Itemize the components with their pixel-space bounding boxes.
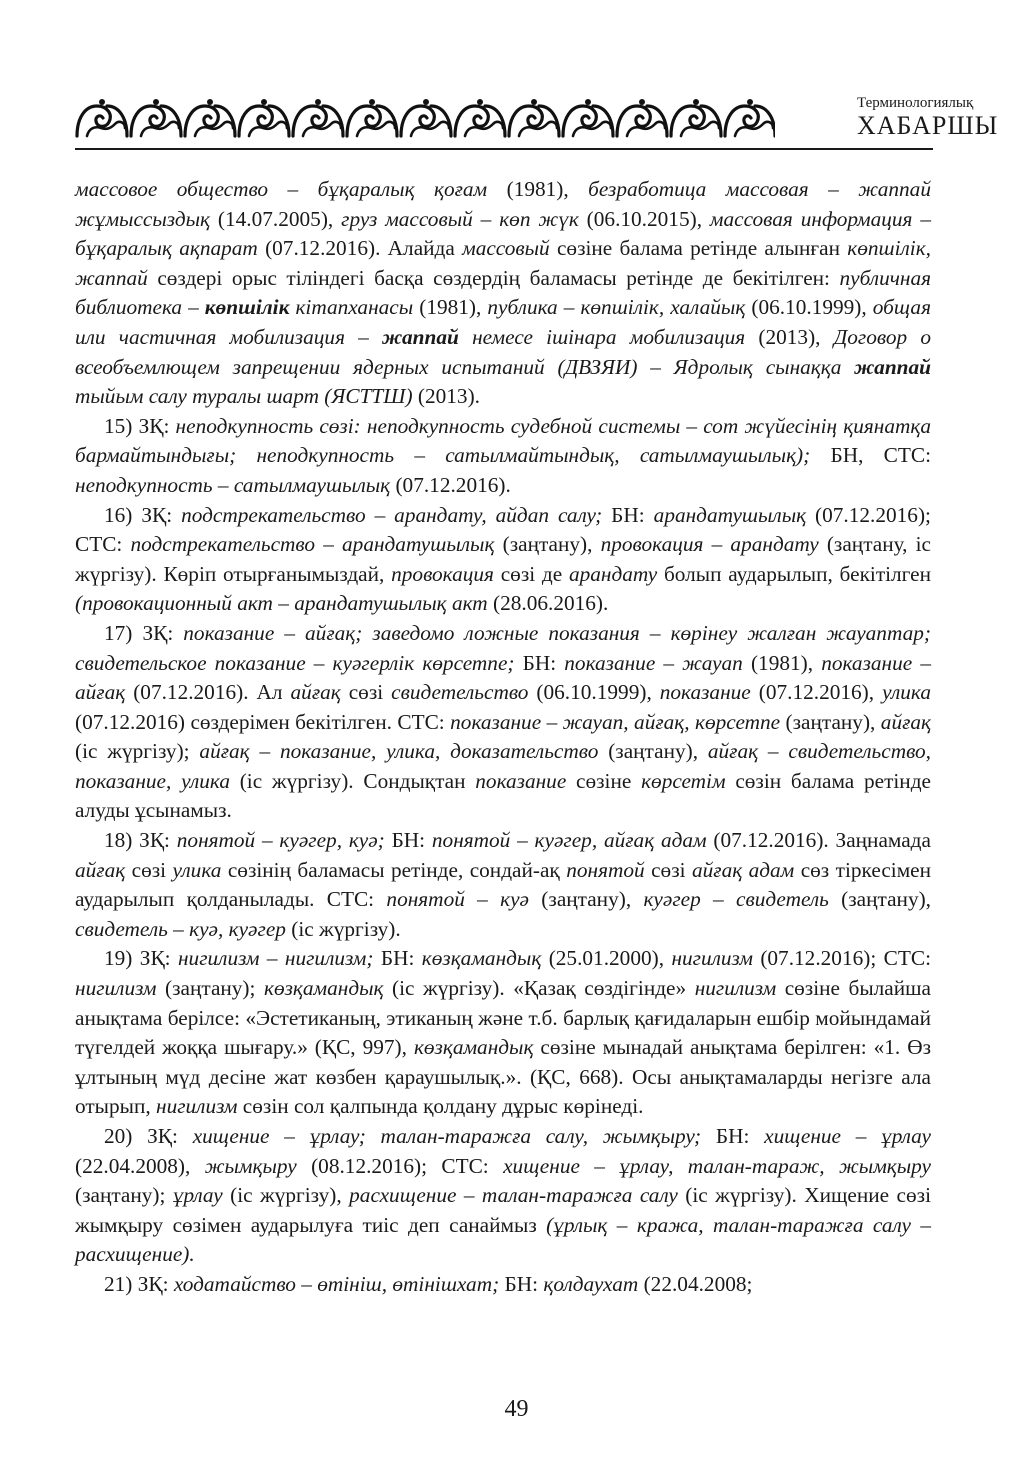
text-run: публика – көпшілік, халайық (487, 295, 746, 320)
text-run: көпшілік (204, 295, 290, 320)
text-run: жаппай (382, 324, 459, 349)
text-run: (25.01.2000), (541, 946, 672, 971)
text-run: хищение – ұрлау, талан-тараж, жымқыру (503, 1153, 932, 1178)
text-run: 15) ЗҚ: (104, 413, 176, 438)
text-run: немесе ішінара мобилизация (458, 324, 746, 349)
text-run: (іс жүргізу). «Қазақ сөздігінде» (383, 976, 695, 1001)
text-run: (1981), (487, 177, 589, 201)
text-run: көзқамандық (421, 946, 542, 971)
text-run: кітапханасы (289, 295, 414, 320)
text-run: (іс жүргізу). (285, 916, 401, 941)
text-run: БН, СТС: (810, 443, 932, 468)
text-run: (14.07.2005), (210, 206, 342, 231)
text-run: (заңтану), (780, 709, 881, 734)
text-run: қолдаухат (543, 1271, 639, 1296)
paragraph (75, 619, 931, 826)
text-run: сөзі (340, 680, 392, 705)
text-run: 18) ЗҚ: (104, 828, 177, 853)
text-run: (1981), (413, 295, 488, 320)
text-run: (заңтану), (828, 887, 932, 912)
text-run: понятой – куәгер, куә; (176, 828, 385, 853)
text-run: хищение – ұрлау (764, 1124, 931, 1148)
text-run: жымқыру (204, 1153, 297, 1178)
text-run: (06.10.2015), (578, 206, 710, 231)
text-run: улика (882, 680, 931, 705)
text-run: көзқамандық (263, 976, 384, 1001)
page-number: 49 (504, 1396, 529, 1422)
text-run: (07.12.2016); СТС: (75, 502, 931, 557)
text-run: (іс жүргізу). Хищение сөзі жымқыру сөзімен аударылуға тиіс деп санаймыз (75, 1183, 931, 1237)
text-run: айғақ (880, 709, 932, 734)
text-run: сөз тіркесімен аударылып қолданылады. СТС: (75, 857, 932, 912)
text-run: показание – жауап, айғақ, көрсетпе (450, 709, 781, 734)
text-run: понятой (566, 857, 645, 882)
text-run: айғақ (75, 857, 126, 882)
text-run: 20) ЗҚ: (104, 1124, 193, 1148)
paragraph (75, 944, 931, 1122)
text-run: понятой – куә (386, 887, 529, 912)
text-run: (06.10.1999), (528, 680, 660, 705)
paragraph (75, 175, 931, 412)
text-run: свидетель – куә, куәгер (75, 916, 286, 941)
text-run: понятой – куәгер, айғақ адам (431, 828, 707, 853)
text-run: айғақ (290, 680, 341, 705)
text-run: улика (172, 857, 222, 882)
running-header (75, 92, 999, 148)
text-run: арандатушылық (653, 502, 807, 527)
text-run: подстрекательство – арандату, айдап салу; (181, 502, 603, 527)
text-run: (22.04.2008), (75, 1153, 205, 1178)
text-run: (іс жүргізу), (222, 1183, 350, 1208)
text-run: массовая информация – бұқаралық ақпарат (75, 206, 931, 261)
text-run: массовый (462, 236, 550, 261)
text-run: 16) ЗҚ: (104, 502, 182, 527)
text-run: (07.12.2016). Алайда (257, 236, 463, 261)
text-run: сөзінің баламасы ретінде, сондай-ақ (221, 857, 567, 882)
text-run: показание (475, 768, 567, 793)
text-run: безработица массовая – жаппай жұмыссыздық (75, 177, 931, 231)
text-run: көпшілік, жаппай (75, 236, 931, 290)
text-run: сөзін балама ретінде алуды ұсынамыз. (75, 768, 931, 823)
text-run: (1981), (742, 650, 822, 675)
paragraph (75, 501, 931, 619)
text-run: подстрекательство – арандатушылық (130, 532, 495, 557)
text-run: нигилизм (694, 976, 777, 1001)
text-run: (07.12.2016). Ал (125, 680, 291, 705)
text-run: (ұрлық – кража, талан-таражға салу – расхищение). (75, 1212, 931, 1267)
text-run: свидетельство (391, 680, 529, 705)
article-body (75, 175, 931, 1300)
text-run: БН: (499, 1271, 544, 1296)
text-run: көрсетім (641, 768, 726, 793)
text-run: арандату (568, 561, 658, 586)
text-run: БН: (384, 828, 432, 853)
text-run: (заңтану), (598, 739, 708, 764)
text-run: БН: (514, 650, 565, 675)
text-run: сөзі (125, 857, 173, 882)
text-run: публичная библиотека – (75, 265, 931, 320)
text-run: неподкупность – сатылмаушылық (75, 472, 391, 497)
text-run: (07.12.2016). (390, 472, 511, 497)
text-run: (заңтану); (156, 976, 264, 1001)
journal-title-line1: Терминологиялық (857, 95, 974, 111)
text-run: провокация – арандату (600, 532, 819, 557)
text-run: сөзі де (493, 561, 569, 586)
text-run: (07.12.2016) сөздерімен бекітілген. СТС: (75, 709, 451, 734)
text-run: (заңтану), (529, 887, 644, 912)
text-run: нигилизм (671, 946, 753, 971)
text-run: общая или частичная мобилизация – (75, 295, 931, 349)
text-run: жаппай (854, 354, 931, 379)
text-run: айғақ адам (691, 857, 795, 882)
text-run: (2013), (745, 324, 834, 349)
text-run: груз массовый – көп жүк (341, 206, 579, 231)
text-run: (08.12.2016); СТС: (296, 1153, 504, 1178)
text-run: провокация (391, 561, 494, 586)
header-rule (75, 148, 933, 150)
text-run: (07.12.2016), (750, 680, 883, 705)
text-run: (іс жүргізу); (75, 739, 200, 764)
text-run: сөзіне (566, 768, 642, 793)
text-run: 21) ЗҚ: (104, 1271, 174, 1296)
text-run: 19) ЗҚ: (104, 946, 178, 971)
text-run: куәгер – свидетель (643, 887, 829, 912)
text-run: (заңтану, іс жүргізу). Көріп отырғанымыздай, (75, 532, 931, 586)
text-run: болып аударылып, бекітілген (657, 561, 931, 586)
text-run: БН: (602, 502, 654, 527)
text-run: нигилизм – нигилизм; (177, 946, 374, 971)
text-run: ұрлау (172, 1183, 223, 1208)
text-run: сөзіне балама ретінде алынған (549, 236, 848, 261)
text-run: (06.10.1999), (745, 295, 873, 320)
text-run: (28.06.2016). (487, 591, 609, 616)
text-run: хищение – ұрлау; талан-таражға салу, жымқыру; (192, 1124, 702, 1148)
text-run: (2013). (412, 384, 480, 409)
text-run: (заңтану), (494, 532, 601, 557)
paragraph (75, 412, 931, 501)
text-run: показание (659, 680, 751, 705)
text-run: показание – айғақ; заведомо ложные показания – көрінеу жалған жауаптар; свидетельское показание – куәгерлік көрсетпе; (75, 620, 931, 675)
text-run: сөзіне мынадай анықтама берілген: «1. Өз ұлтының мүд десіне жат көзбен қараушылық.». (ҚС, 668). Осы анықтамаларды негізге ала отырып, (75, 1035, 931, 1119)
text-run: сөзі (644, 857, 692, 882)
text-run: показание – айғақ (75, 650, 931, 705)
text-run: (22.04.2008; (638, 1271, 753, 1296)
text-run: неподкупность сөзі: неподкупность судебной системы – сот жүйесінің қиянатқа бармайтындығы; неподкупность – сатылмайтындық, сатылмаушылық); (75, 413, 931, 468)
text-run: показание – жауап (564, 650, 743, 675)
paragraph (75, 826, 931, 944)
text-run: нигилизм (156, 1094, 238, 1119)
text-run: массовое общество – бұқаралық қоғам (75, 177, 488, 201)
text-run: айғақ – свидетельство, показание, улика (75, 739, 932, 793)
text-run: (іс жүргізу). Сондықтан (229, 768, 476, 793)
text-run: (провокационный акт – арандатушылық акт (75, 591, 488, 616)
text-run: нигилизм (75, 976, 157, 1001)
kazakh-ornament-border (75, 98, 775, 142)
text-run: 17) ЗҚ: (104, 620, 184, 645)
paragraph (75, 1270, 931, 1300)
text-run: сөздері орыс тіліндегі басқа сөздердің баламасы ретінде де бекітілген: (147, 265, 840, 290)
text-run: БН: (701, 1124, 765, 1148)
text-run: көзқамандық (413, 1035, 534, 1060)
text-run: сөзіне былайша анықтама берілсе: «Эстетиканың, этиканың және т.б. барлық қағидаларын ешбір мойындамай түгелдей жоққа шығару.» (ҚС, 997), (75, 976, 931, 1060)
text-run: (заңтану); (75, 1183, 173, 1208)
text-run: тыйым салу туралы шарт (ЯСТТШ) (75, 384, 413, 409)
journal-title-line2: ХАБАРШЫ (857, 111, 999, 140)
text-run: расхищение – талан-таражға салу (349, 1183, 678, 1208)
text-run: айғақ – показание, улика, доказательство (199, 739, 599, 764)
paragraph (75, 1122, 931, 1270)
text-run: Договор о всеобъемлющем запрещении ядерных испытаний (ДВЗЯИ) – Ядролық сынаққа (75, 324, 931, 379)
text-run: ходатайство – өтініш, өтінішхат; (173, 1271, 500, 1296)
text-run: сөзін сол қалпында қолдану дұрыс көрінеді. (237, 1094, 644, 1119)
text-run: БН: (373, 946, 422, 971)
text-run: (07.12.2016); СТС: (752, 946, 931, 971)
text-run: (07.12.2016). Заңнамада (706, 828, 931, 853)
journal-title (857, 92, 1017, 139)
